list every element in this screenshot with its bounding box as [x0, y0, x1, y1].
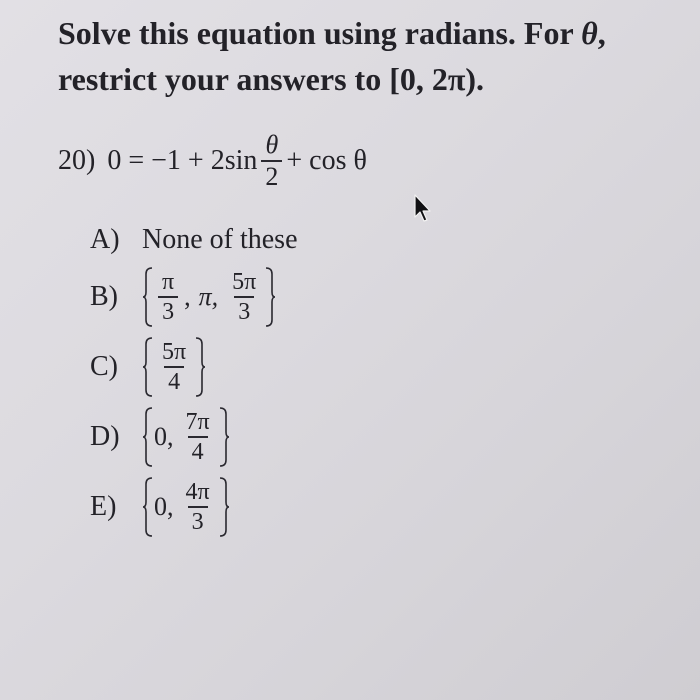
right-brace-icon: [194, 336, 206, 398]
left-brace-icon: [142, 336, 154, 398]
right-brace-icon: [264, 266, 276, 328]
fraction-numerator: 5π: [162, 339, 187, 365]
choice-letter: E): [90, 491, 117, 522]
fraction-denominator: 4: [164, 366, 184, 396]
answer-choices: [90, 222, 298, 538]
question-number: 20): [58, 145, 96, 176]
set-element: 0,: [154, 492, 174, 521]
fraction-numerator: 5π: [232, 269, 257, 295]
mouse-pointer-icon: [412, 193, 436, 223]
instruction-line-1: [58, 10, 678, 56]
equation-rhs: + cos θ: [286, 145, 367, 176]
solution-set: [142, 406, 230, 468]
fraction-numerator: 4π: [185, 479, 210, 505]
set-element: 0,: [154, 422, 174, 451]
set-fraction: [158, 338, 190, 396]
fraction-denominator: 3: [158, 296, 178, 326]
solution-set: $\frac{\pi}{3}$ , π, $\frac{5\pi}{3}$: [142, 266, 276, 328]
choice-text: None of these: [142, 224, 298, 255]
set-fraction: [228, 268, 260, 326]
right-brace-icon: [218, 406, 230, 468]
choice-d[interactable]: [90, 406, 298, 468]
set-element: π,: [198, 282, 219, 311]
choice-b[interactable]: [90, 266, 298, 328]
fraction-denominator: 4: [188, 436, 208, 466]
instruction-text: Solve this equation using radians. For: [58, 15, 582, 51]
theta-over-two-fraction: [261, 130, 282, 192]
choice-letter: B): [90, 281, 118, 312]
set-fraction: [182, 478, 214, 536]
right-brace-icon: [218, 476, 230, 538]
solution-set: [142, 336, 206, 398]
fraction-denominator: 3: [188, 506, 208, 536]
fraction-numerator: 7π: [185, 409, 210, 435]
theta-symbol: θ: [581, 15, 598, 51]
left-brace-icon: [142, 266, 154, 328]
solution-set: [142, 476, 230, 538]
left-brace-icon: [142, 406, 154, 468]
fraction-denominator: 2: [261, 160, 282, 192]
fraction-numerator: θ: [265, 130, 279, 159]
choice-letter: C): [90, 351, 118, 382]
left-brace-icon: [142, 476, 154, 538]
set-fraction: [158, 268, 178, 326]
equation-lhs: 0 = −1 + 2sin: [107, 145, 258, 176]
choice-letter: D): [90, 421, 120, 452]
choice-a[interactable]: [90, 222, 298, 258]
choice-letter: A): [90, 224, 120, 255]
fraction-denominator: 3: [234, 296, 254, 326]
set-fraction: [182, 408, 214, 466]
instruction-punctuation: ,: [597, 15, 606, 51]
choice-e[interactable]: [90, 476, 298, 538]
choice-c[interactable]: [90, 336, 298, 398]
problem-instructions: [58, 10, 678, 102]
instruction-line-2: restrict your answers to [0, 2π).: [58, 61, 485, 97]
fraction-numerator: π: [162, 269, 175, 295]
question-equation: [58, 130, 367, 192]
